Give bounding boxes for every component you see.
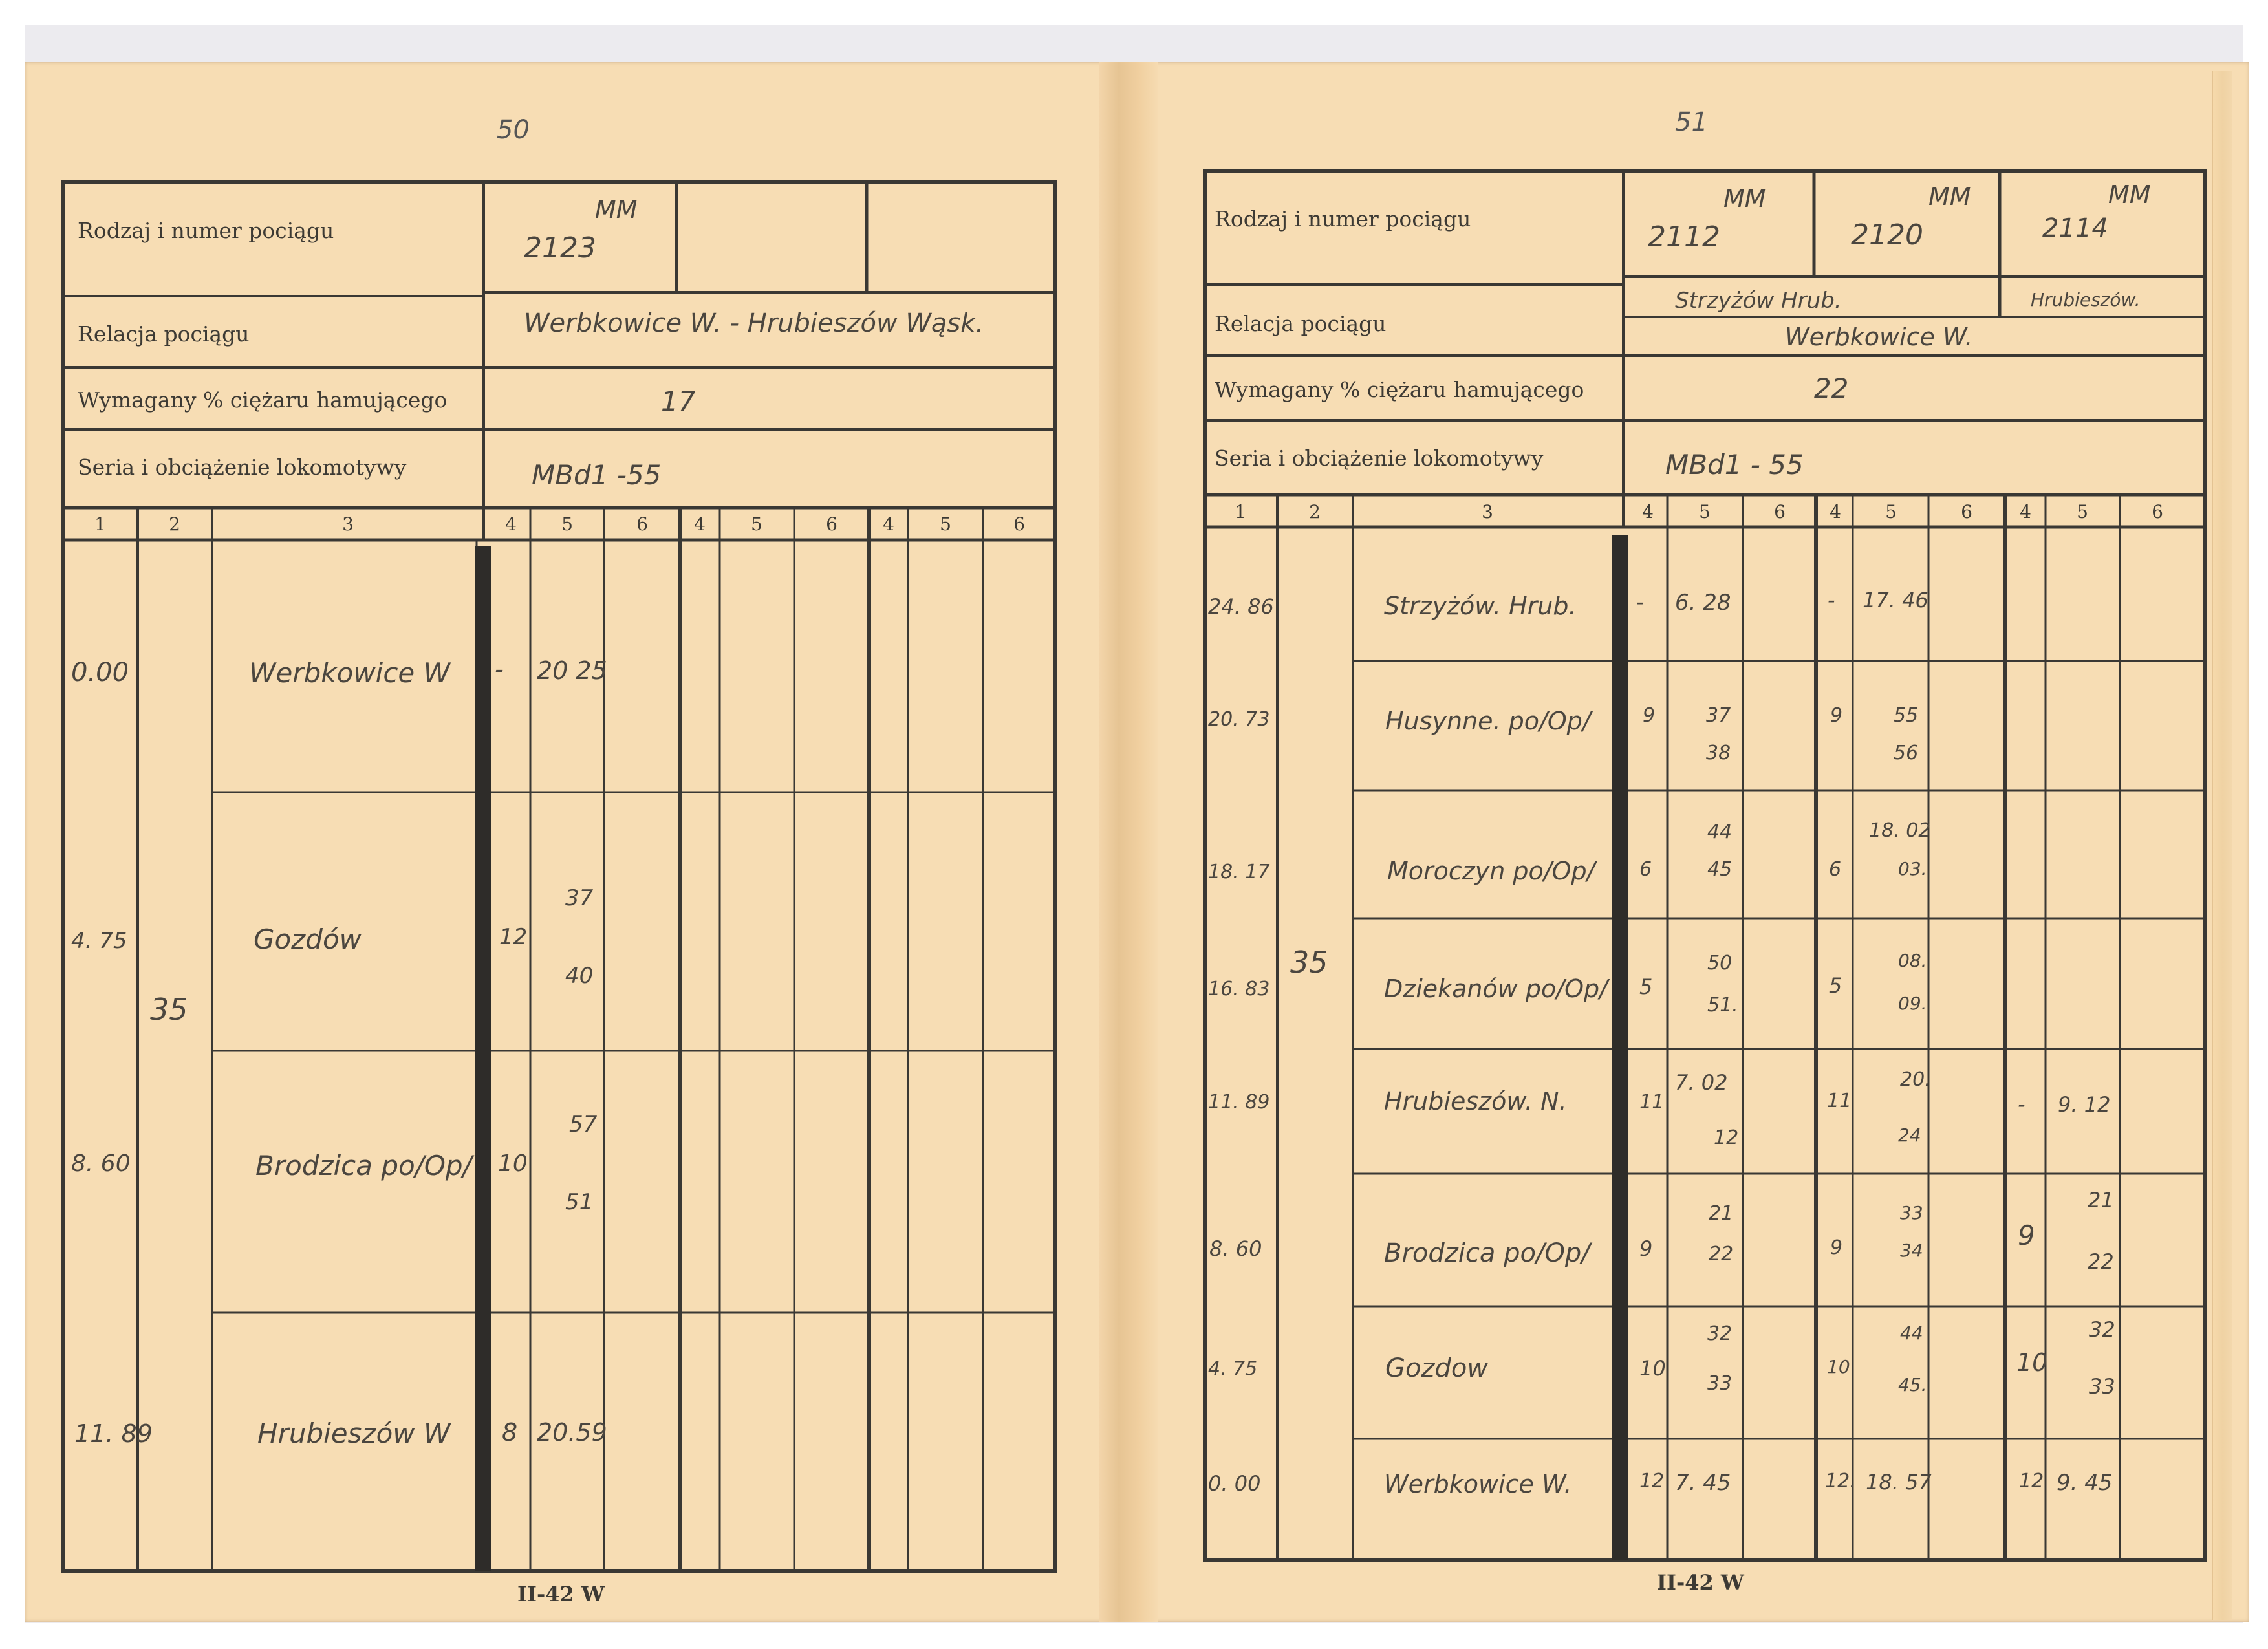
station-a4: 5: [1639, 975, 1653, 999]
train-label-left: Rodzaj i numer pociągu: [78, 218, 334, 243]
station-a5a: 6. 28: [1675, 590, 1731, 616]
brake-right: 22: [1814, 372, 1849, 404]
col-num: 6: [1013, 513, 1025, 535]
station-c4: -: [495, 655, 504, 684]
brake-label-right: Wymagany % ciężaru hamującego: [1215, 377, 1584, 402]
station-name: Gozdow: [1385, 1353, 1489, 1383]
relation-bottom: Werbkowice W.: [1785, 323, 1973, 351]
col-num: 6: [1774, 501, 1786, 523]
station-c5a: 37: [565, 885, 594, 911]
station-a5a: 37: [1706, 704, 1731, 727]
train-number-right-1: 2112: [1648, 221, 1720, 253]
station-b5a: 17. 46: [1863, 588, 1928, 612]
station-a4: 11: [1639, 1091, 1665, 1114]
relation-top-b: Hrubieszów.: [2031, 289, 2141, 310]
station-a4: 10: [1639, 1356, 1666, 1381]
station-b5b: 45.: [1898, 1374, 1927, 1396]
station-km: 8. 60: [71, 1150, 131, 1177]
station-km: 11. 89: [1208, 1091, 1270, 1114]
loco-label-right: Seria i obciążenie lokomotywy: [1215, 446, 1544, 471]
station-km: 4. 75: [71, 928, 127, 954]
page-number-right: 51: [1675, 107, 1708, 137]
station-km: 0. 00: [1208, 1471, 1261, 1496]
col-num: 5: [2077, 501, 2088, 523]
station-a5a: 32: [1707, 1322, 1733, 1345]
col-num: 6: [2152, 501, 2163, 523]
col-num: 5: [1885, 501, 1897, 523]
station-a5b: 22: [1709, 1243, 1734, 1266]
relation-left: Werbkowice W. - Hrubieszów Wąsk.: [524, 308, 984, 338]
station-name: Brodzica po/Op/: [1384, 1238, 1590, 1268]
train-class-right-3: MM: [2108, 180, 2151, 209]
station-name: Strzyżów. Hrub.: [1384, 592, 1577, 620]
station-c4: 9: [2018, 1220, 2035, 1251]
station-b5a: 18. 57: [1866, 1470, 1932, 1494]
station-name: Moroczyn po/Op/: [1387, 857, 1595, 885]
loco-label-left: Seria i obciążenie lokomotywy: [78, 455, 407, 480]
loco-right: MBd1 - 55: [1665, 449, 1804, 480]
train-number-right-2: 2120: [1851, 219, 1923, 252]
relation-label-right: Relacja pociągu: [1215, 311, 1387, 336]
col-num: 5: [561, 513, 573, 535]
station-c4: -: [2018, 1092, 2025, 1117]
station-b5a: 33: [1900, 1202, 1923, 1223]
station-b4: -: [1828, 588, 1835, 612]
station-a4: 12: [1639, 1470, 1665, 1493]
footer-right: II-42 W: [1657, 1570, 1744, 1595]
station-name: Hrubieszów. N.: [1384, 1087, 1567, 1116]
brake-label-left: Wymagany % ciężaru hamującego: [78, 387, 448, 413]
station-a4: 6: [1639, 858, 1652, 881]
station-a5b: 45: [1707, 858, 1733, 881]
station-km: 11. 89: [74, 1419, 153, 1448]
station-a4: 9: [1639, 1236, 1653, 1261]
station-b5a: 55: [1894, 704, 1919, 727]
station-km: 20. 73: [1208, 708, 1270, 731]
train-class-right-1: MM: [1723, 184, 1766, 213]
station-c5a: 9. 12: [2058, 1092, 2111, 1117]
station-a4: -: [1636, 590, 1644, 614]
station-km: 0.00: [71, 658, 129, 687]
col-num: 1: [1235, 501, 1246, 523]
station-c5a: 21: [2088, 1188, 2114, 1212]
station-b5a: 18. 02: [1869, 819, 1931, 842]
station-name: Werbkowice W: [249, 657, 451, 689]
speed-right: 35: [1290, 945, 1328, 980]
station-a5a: 21: [1709, 1202, 1734, 1225]
station-b5a: 08.: [1898, 950, 1927, 971]
station-b4: 9: [1830, 704, 1843, 727]
station-a5a: 44: [1707, 821, 1733, 843]
col-num: 1: [94, 513, 106, 535]
station-name: Husynne. po/Op/: [1385, 707, 1591, 735]
station-km: 8. 60: [1209, 1236, 1262, 1261]
station-c5b: 51: [565, 1189, 594, 1215]
col-num: 4: [1830, 501, 1841, 523]
station-b4: 9: [1830, 1236, 1843, 1259]
train-class-right-2: MM: [1928, 182, 1971, 211]
station-c4: 10: [498, 1150, 528, 1177]
station-km: 18. 17: [1208, 861, 1270, 883]
col-num: 4: [694, 513, 706, 535]
station-a5b: 51.: [1707, 994, 1738, 1017]
station-c5a: 20 25: [537, 656, 607, 685]
station-b5b: 09.: [1898, 993, 1927, 1014]
station-b4: 10: [1827, 1356, 1850, 1377]
loco-left: MBd1 -55: [532, 459, 662, 491]
col-num: 2: [169, 513, 180, 535]
station-c5b: 40: [565, 963, 594, 989]
station-b4: 12.: [1825, 1470, 1856, 1493]
station-a4: 9: [1643, 704, 1656, 727]
brake-left: 17: [661, 385, 696, 417]
station-c5a: 20.59: [537, 1418, 607, 1447]
col-num: 2: [1309, 501, 1321, 523]
relation-label-left: Relacja pociągu: [78, 321, 250, 347]
station-b5b: 24: [1898, 1125, 1921, 1146]
station-km: 4. 75: [1208, 1357, 1258, 1380]
station-c4: 8: [502, 1418, 518, 1447]
page-number-left: 50: [497, 115, 530, 145]
col-num: 4: [2020, 501, 2031, 523]
col-num: 4: [883, 513, 894, 535]
station-c5a: 9. 45: [2057, 1470, 2113, 1496]
station-b4: 11: [1827, 1090, 1852, 1112]
station-b5a: 44: [1900, 1322, 1923, 1344]
col-num: 3: [342, 513, 354, 535]
station-b5b: 56: [1894, 742, 1919, 764]
col-num: 6: [826, 513, 837, 535]
speed-left: 35: [150, 992, 188, 1027]
station-name: Dziekanów po/Op/: [1384, 975, 1608, 1003]
station-a5b: 12: [1714, 1126, 1739, 1149]
station-b5b: 34: [1900, 1240, 1923, 1261]
station-name: Hrubieszów W: [257, 1417, 451, 1449]
col-num: 4: [1642, 501, 1654, 523]
col-num: 5: [751, 513, 762, 535]
station-b5b: 03.: [1898, 858, 1927, 879]
station-c5a: 57: [569, 1112, 598, 1137]
col-num: 3: [1482, 501, 1493, 523]
col-num: 6: [636, 513, 648, 535]
station-km: 24. 86: [1208, 594, 1274, 619]
station-a5a: 7. 45: [1675, 1470, 1731, 1496]
station-km: 16. 83: [1208, 978, 1270, 1000]
train-class-left: MM: [595, 195, 638, 224]
col-num: 4: [505, 513, 517, 535]
train-label-right: Rodzaj i numer pociągu: [1215, 206, 1471, 232]
station-c5b: 33: [2089, 1374, 2115, 1399]
col-num: 5: [940, 513, 951, 535]
station-a5b: 38: [1706, 742, 1731, 764]
train-number-left: 2123: [524, 232, 596, 264]
col-num: 6: [1961, 501, 1972, 523]
station-a5b: 33: [1707, 1372, 1733, 1395]
station-name: Werbkowice W.: [1384, 1470, 1572, 1498]
col-num: 5: [1699, 501, 1711, 523]
station-a5a: 7. 02: [1675, 1070, 1728, 1095]
station-b5a: 20.: [1900, 1068, 1931, 1091]
station-name: Gozdów: [254, 923, 362, 955]
station-name: Brodzica po/Op/: [255, 1150, 472, 1181]
station-a5a: 50: [1707, 952, 1733, 975]
train-number-right-3: 2114: [2042, 213, 2108, 243]
station-c5b: 22: [2088, 1249, 2114, 1274]
footer-left: II-42 W: [517, 1582, 605, 1606]
station-c4: 12: [499, 924, 528, 950]
station-c5a: 32: [2089, 1317, 2115, 1342]
station-b4: 6: [1829, 858, 1842, 881]
station-b4: 5: [1829, 973, 1842, 998]
station-c4: 10: [2016, 1348, 2048, 1377]
relation-top-a: Strzyżów Hrub.: [1675, 288, 1842, 314]
station-c4: 12: [2019, 1470, 2044, 1493]
